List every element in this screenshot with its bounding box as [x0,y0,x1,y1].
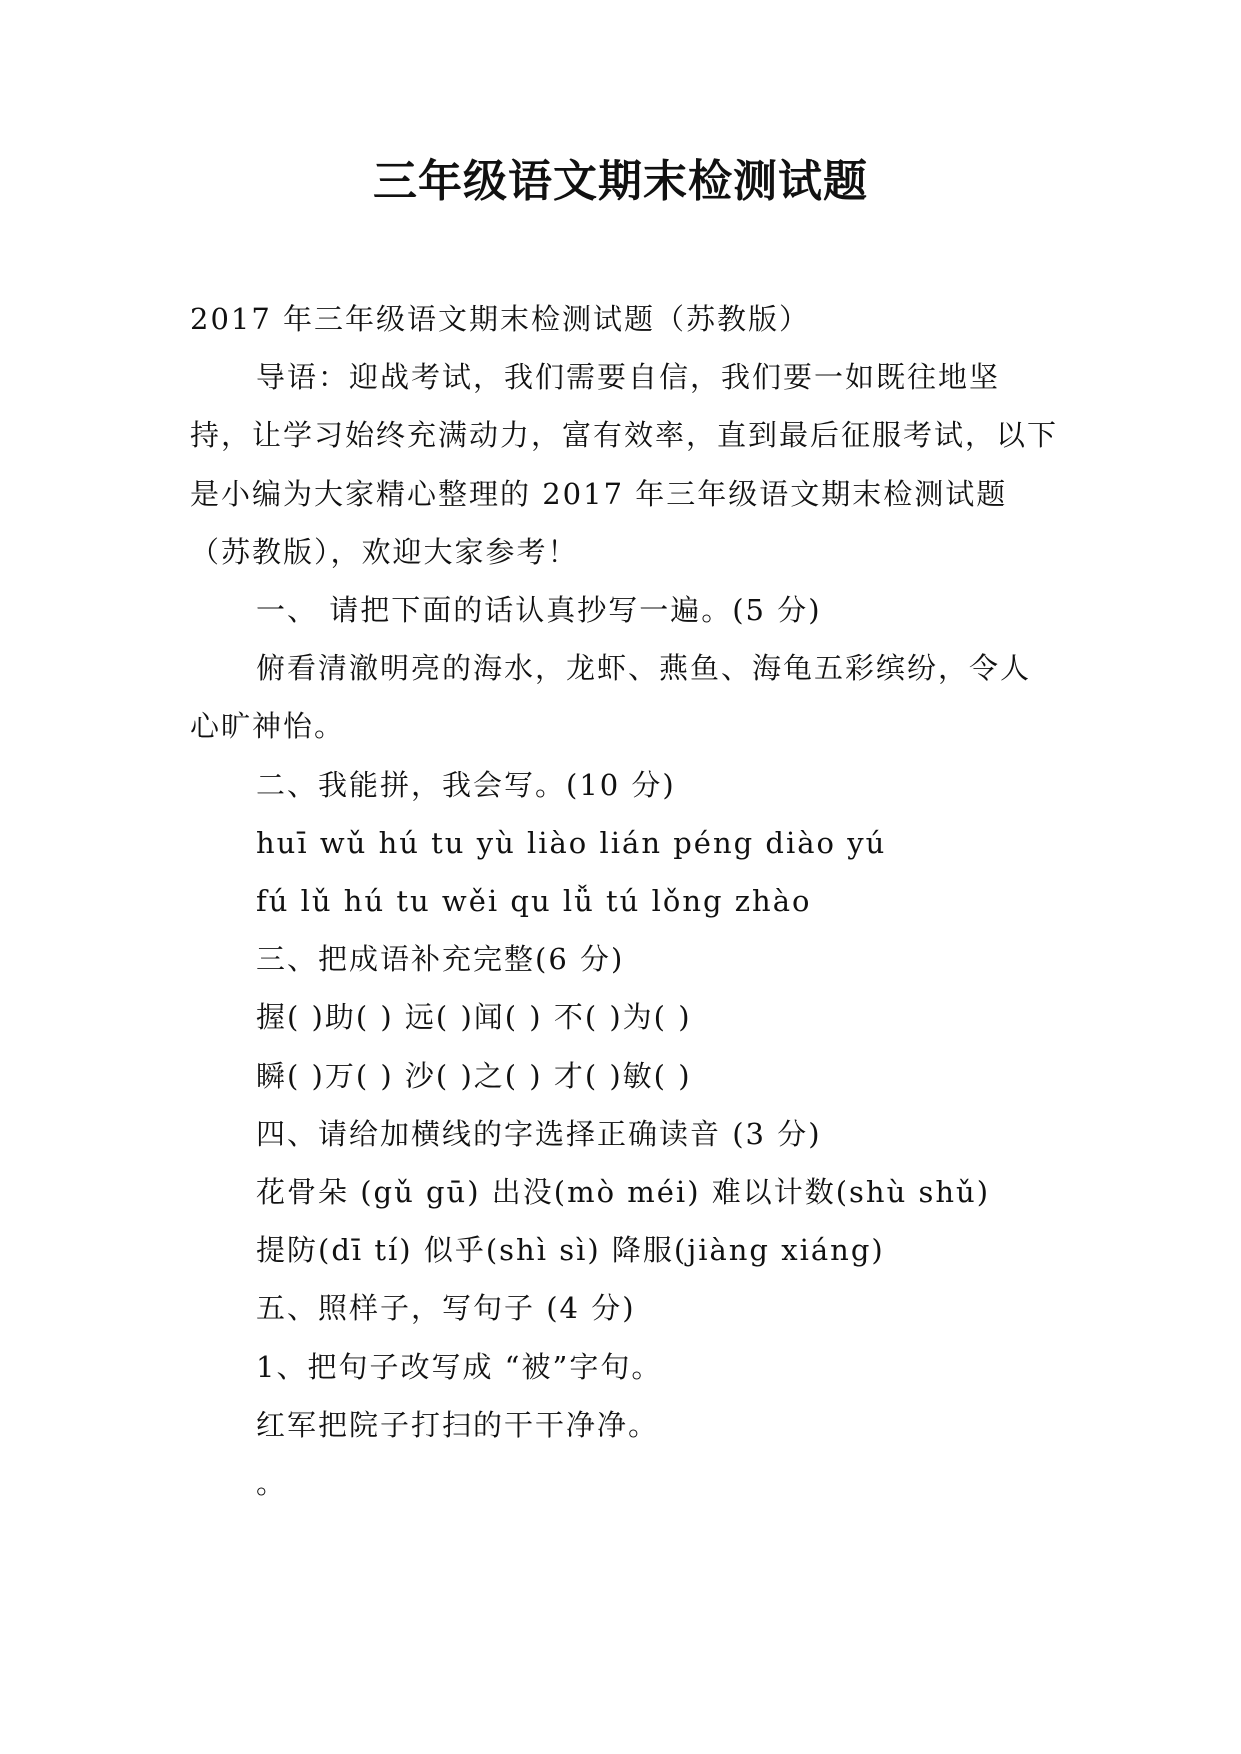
section-one-content: 俯看清澈明亮的海水，龙虾、燕鱼、海龟五彩缤纷，令人心旷神怡。 [190,651,1032,744]
idiom-line-2: 瞬( )万( ) 沙( )之( ) 才( )敏( ) [256,1058,692,1093]
section-two-heading: 二、我能拼，我会写。(10 分) [256,767,676,802]
pinyin-line-2: fú lǔ hú tu wěi qu lǚ tú lǒng zhào [256,884,812,919]
pronunciation-line-1: 花骨朵 (gǔ gū) 出没(mò méi) 难以计数(shù shǔ) [256,1175,991,1210]
section-five-example: 红军把院子打扫的干干净净。 [256,1407,660,1442]
section-five-task: 1、把句子改写成 “被”字句。 [256,1349,663,1384]
pronunciation-line-2: 提防(dī tí) 似乎(shì sì) 降服(jiàng xiáng) [256,1233,885,1268]
idiom-line-1: 握( )助( ) 远( )闻( ) 不( )为( ) [256,1000,692,1035]
answer-line: 。 [256,1466,288,1501]
pinyin-line-1: huī wǔ hú tu yù liào lián péng diào yú [256,825,887,860]
document-body [190,290,1060,1512]
section-five-heading: 五、照样子，写句子 (4 分) [256,1291,636,1326]
section-three-heading: 三、把成语补充完整(6 分) [256,942,625,977]
paragraph-intro: 导语：迎战考试，我们需要自信，我们要一如既往地坚持，让学习始终充满动力，富有效率，直到最后征服考试，以下是小编为大家精心整理的 2017 年三年级语文期末检测试题（苏教版），欢迎大家参考！ [190,360,1059,569]
paragraph-subtitle: 2017 年三年级语文期末检测试题（苏教版） [190,302,811,336]
section-one-heading: 一、 请把下面的话认真抄写一遍。(5 分) [256,593,822,628]
section-four-heading: 四、请给加横线的字选择正确读音 (3 分) [256,1116,822,1151]
document-title: 三年级语文期末检测试题 [373,156,868,207]
